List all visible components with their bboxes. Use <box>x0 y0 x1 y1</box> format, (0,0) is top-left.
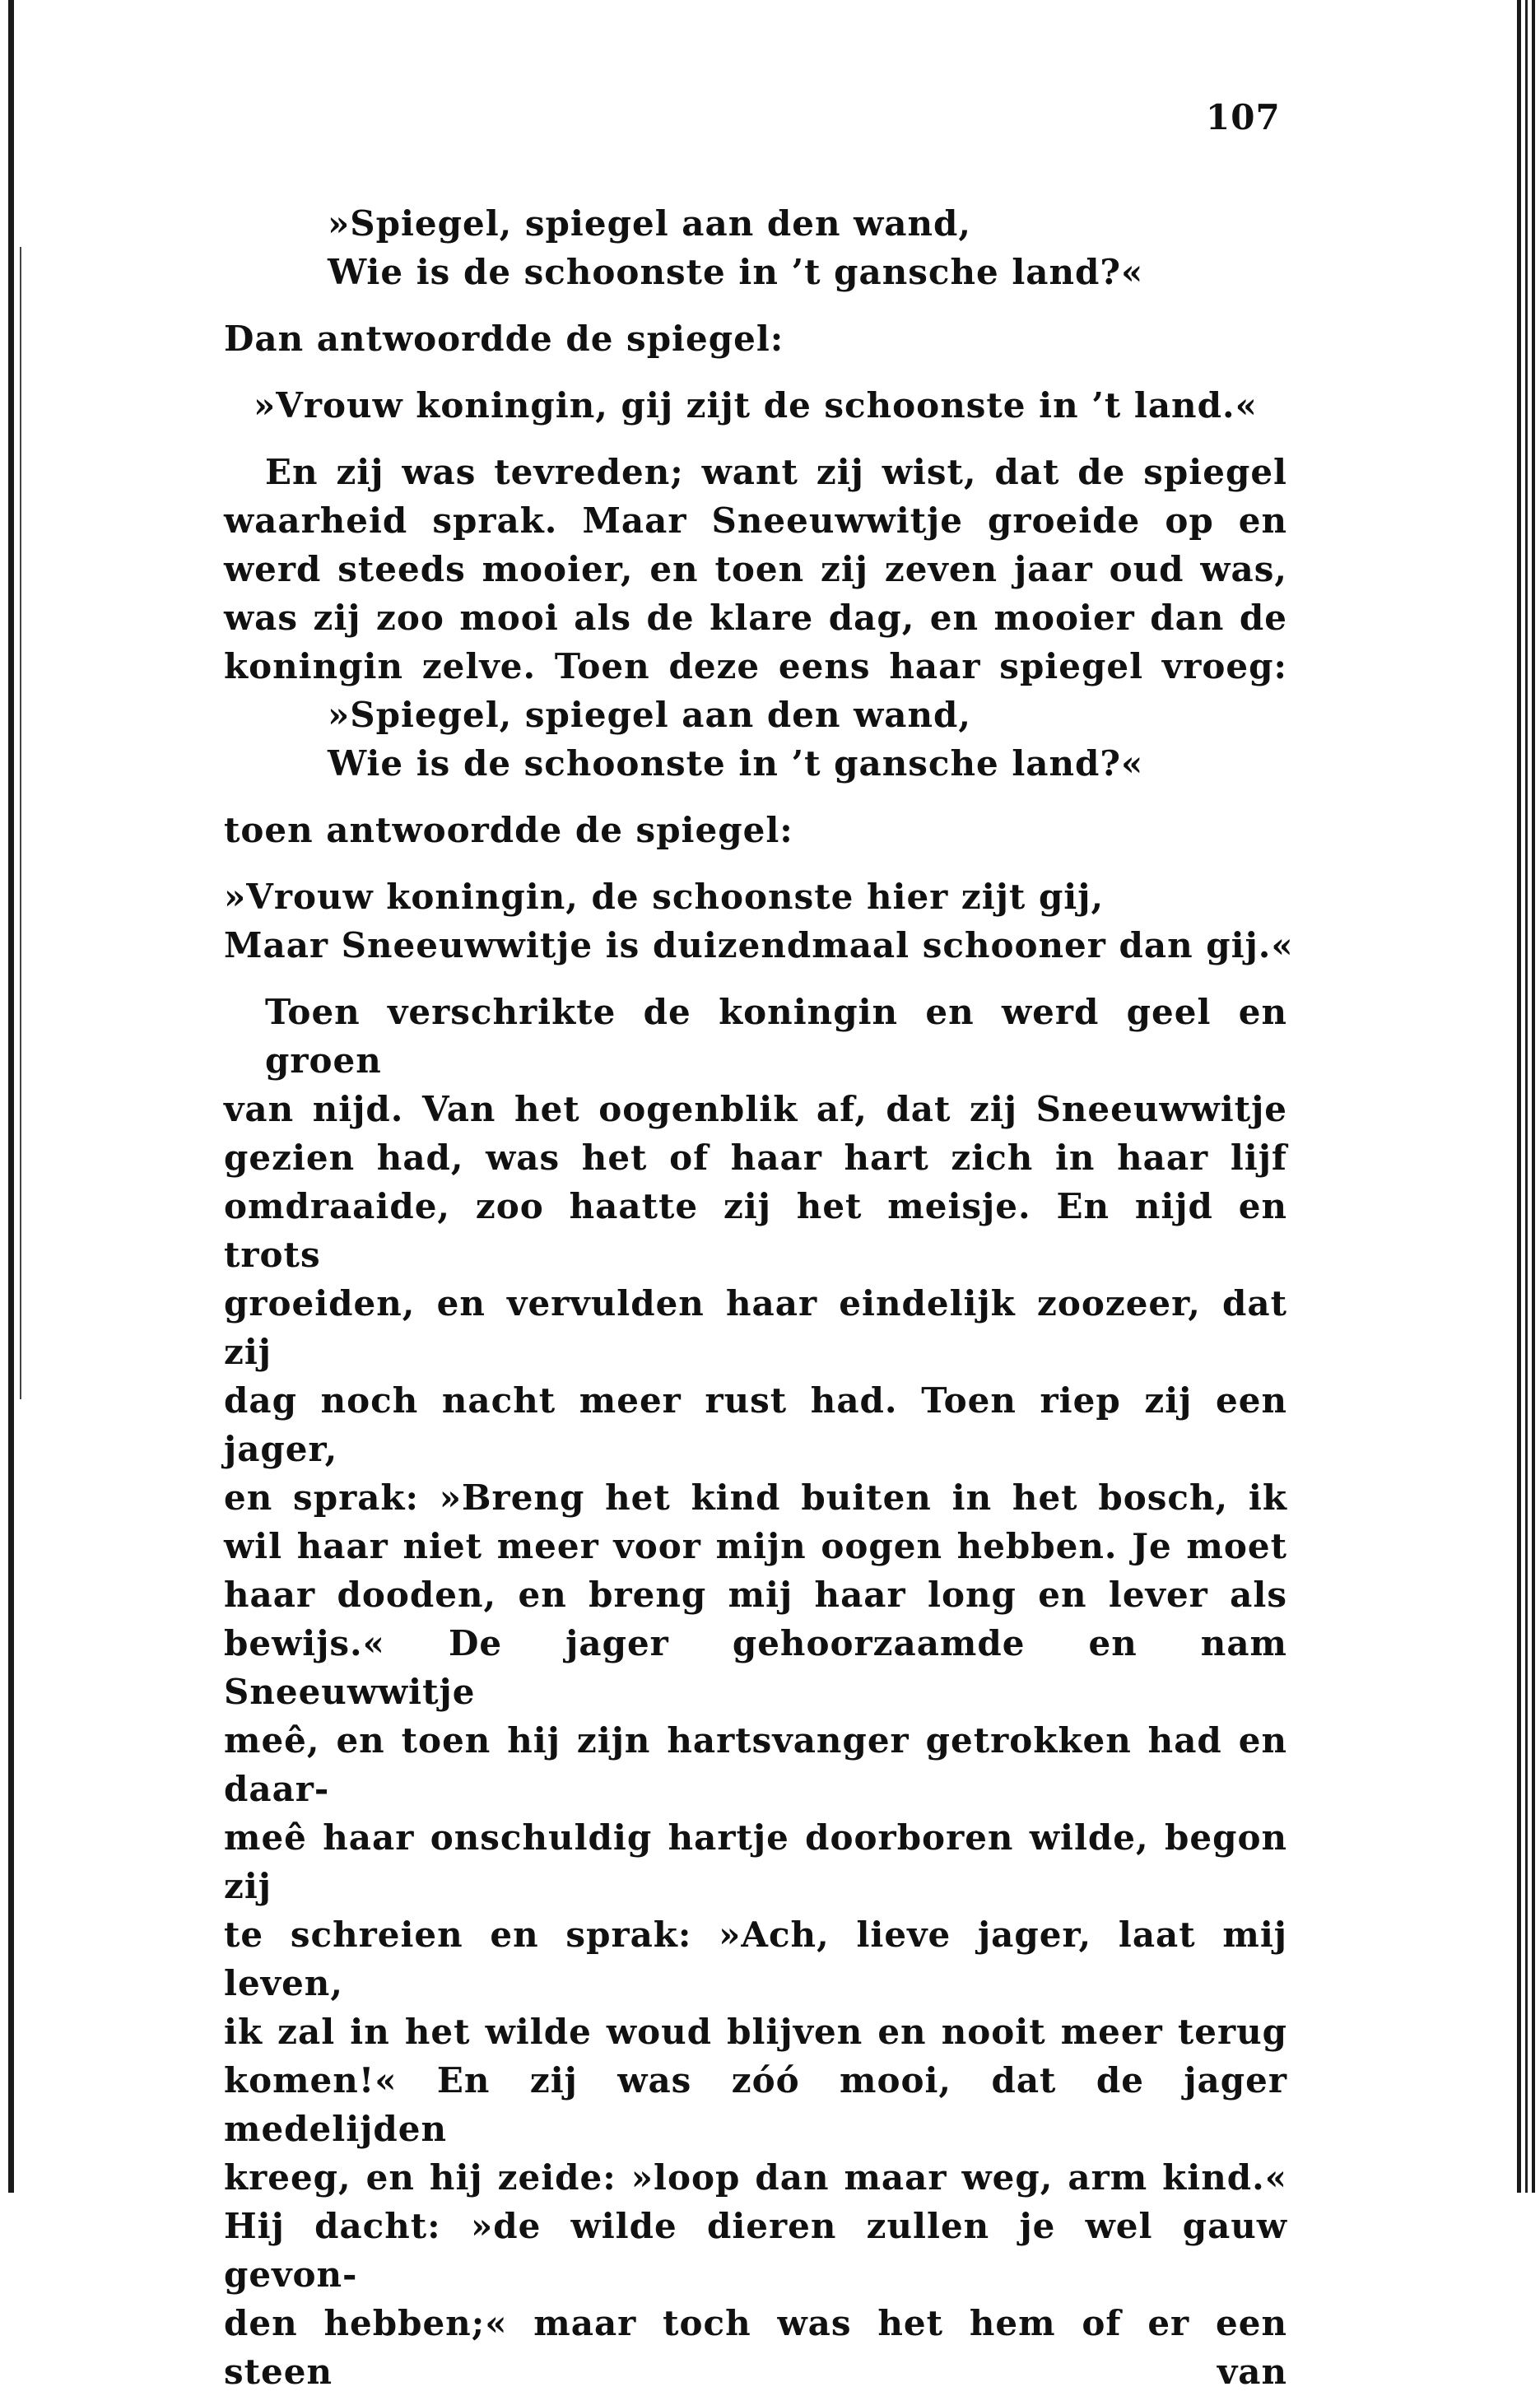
paragraph-line: En zij was tevreden; want zij wist, dat de spiegel <box>265 452 1287 492</box>
paragraph-line: van nijd. Van het oogenblik af, dat zij Sneeuwwitje <box>224 1089 1287 1129</box>
verse-line: »Spiegel, spiegel aan den wand, <box>328 695 971 735</box>
paragraph-line: waarheid sprak. Maar Sneeuwwitje groeide op en <box>224 500 1287 541</box>
paragraph-line: komen!« En zij was zóó mooi, dat de jager medelijden <box>224 2060 1287 2149</box>
paragraph-line: groeiden, en vervulden haar eindelijk zoozeer, dat zij <box>224 1283 1287 1372</box>
paragraph-line: den hebben;« maar toch was het hem of er een steen van <box>224 2303 1287 2392</box>
paragraph-line: gezien had, was het of haar hart zich in haar lijf <box>224 1138 1287 1178</box>
paragraph-line: en sprak: »Breng het kind buiten in het bosch, ik <box>224 1477 1287 1518</box>
paragraph-line: omdraaide, zoo haatte zij het meisje. En nijd en trots <box>224 1186 1287 1275</box>
verse-line: Wie is de schoonste in ’t gansche land?« <box>328 743 1144 784</box>
verse-question-2 <box>224 691 1287 788</box>
page-text <box>224 199 1294 2396</box>
scan-edge-left <box>8 0 14 2193</box>
narration-line: toen antwoordde de spiegel: <box>224 810 793 850</box>
paragraph-line: ik zal in het wilde woud blijven en nooit meer terug <box>224 2012 1287 2052</box>
verse-line: Wie is de schoonste in ’t gansche land?« <box>328 252 1144 292</box>
paragraph-line: meê haar onschuldig hartje doorboren wilde, begon zij <box>224 1817 1287 1906</box>
verse-line: »Vrouw koningin, de schoonste hier zijt gij, <box>224 877 1105 917</box>
verse-answer-2 <box>224 872 1294 970</box>
paragraph-2 <box>224 988 1287 2396</box>
paragraph-line: te schreien en sprak: »Ach, lieve jager, laat mij leven, <box>224 1914 1287 2003</box>
paragraph-line: wil haar niet meer voor mijn oogen hebben. Je moet <box>224 1526 1287 1566</box>
paragraph-line: dag noch nacht meer rust had. Toen riep zij een jager, <box>224 1380 1287 1469</box>
verse-question-1 <box>224 199 1287 296</box>
paragraph-line: was zij zoo mooi als de klare dag, en mooier dan de <box>224 598 1287 638</box>
scan-edge-right <box>1525 0 1528 2193</box>
paragraph-1 <box>224 448 1287 691</box>
verse-line: Maar Sneeuwwitje is duizendmaal schooner dan gij.« <box>224 925 1294 965</box>
scan-edge-right <box>1517 0 1521 2193</box>
paragraph-line: meê, en toen hij zijn hartsvanger getrokken had en daar- <box>224 1720 1287 1809</box>
scan-edge-right <box>1532 0 1535 2193</box>
narration-line: Dan antwoordde de spiegel: <box>224 319 784 359</box>
paragraph-line: Hij dacht: »de wilde dieren zullen je wel gauw gevon- <box>224 2206 1287 2295</box>
page-number: 107 <box>1206 97 1281 137</box>
paragraph-line: werd steeds mooier, en toen zij zeven jaar oud was, <box>224 549 1287 589</box>
paragraph-line: haar dooden, en breng mij haar long en lever als <box>224 1575 1287 1615</box>
verse-answer-1: »Vrouw koningin, gij zijt de schoonste in ’t land.« <box>254 385 1258 426</box>
paragraph-line: koningin zelve. Toen deze eens haar spiegel vroeg: <box>224 646 1287 686</box>
verse-line: »Spiegel, spiegel aan den wand, <box>328 203 971 244</box>
paragraph-line: bewijs.« De jager gehoorzaamde en nam Sneeuwwitje <box>224 1623 1287 1712</box>
paragraph-line: Toen verschrikte de koningin en werd geel en groen <box>265 992 1287 1081</box>
scan-edge-left-inner <box>20 247 21 1399</box>
paragraph-line: kreeg, en hij zeide: »loop dan maar weg, arm kind.« <box>224 2157 1287 2198</box>
